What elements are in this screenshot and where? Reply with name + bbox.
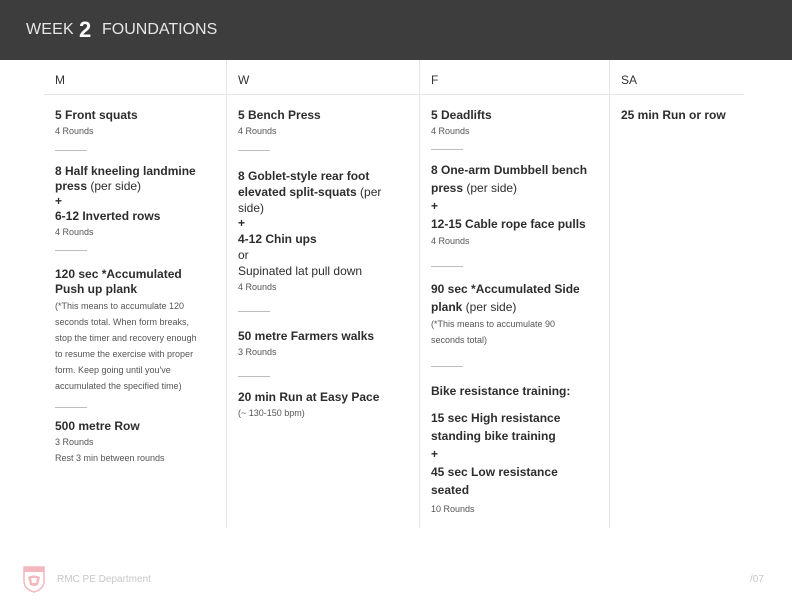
or-text: or: [238, 248, 249, 262]
wednesday-block-3: [238, 329, 374, 360]
note-line: (*This means to accumulate 120: [55, 301, 185, 311]
monday-block-4: [55, 419, 165, 466]
separator: [55, 150, 87, 151]
exercise: 8 One-arm Dumbbell bench: [431, 163, 588, 177]
separator: [238, 376, 270, 377]
plus-sign: +: [55, 194, 63, 208]
exercise-note: (per: [356, 185, 382, 199]
note-line: form. Keep going until you've: [55, 365, 171, 375]
note-line: accumulated the specified time): [55, 381, 182, 391]
separator: [431, 266, 463, 267]
separator: [55, 250, 87, 251]
rounds: 3 Rounds: [55, 437, 94, 447]
exercise: 90 sec *Accumulated Side: [431, 282, 580, 296]
page-number: /07: [750, 574, 764, 585]
note-line: seconds total): [431, 335, 488, 345]
week-number: 2: [79, 17, 92, 42]
rounds: 4 Rounds: [55, 227, 94, 237]
separator: [238, 150, 270, 151]
saturday-block-1: [621, 108, 726, 123]
rounds: 3 Rounds: [238, 347, 277, 357]
exercise-alternative: Supinated lat pull down: [238, 264, 363, 278]
exercise: 8 Half kneeling landmine: [55, 164, 196, 178]
exercise: elevated split-squats: [238, 185, 357, 199]
separator: [55, 407, 87, 408]
rounds: 4 Rounds: [431, 126, 470, 136]
column-divider: [226, 60, 227, 528]
heart-rate-note: (~ 130-150 bpm): [238, 408, 305, 418]
exercise: 4-12 Chin ups: [238, 232, 317, 246]
exercise: Push up plank: [55, 282, 138, 296]
page-header: [0, 0, 792, 60]
plus-sign: +: [431, 199, 439, 213]
plus-sign: +: [431, 447, 439, 461]
separator: [431, 149, 463, 150]
exercise: 20 min Run at Easy Pace: [238, 390, 380, 404]
exercise: 120 sec *Accumulated: [55, 267, 182, 281]
wednesday-block-1: [238, 108, 321, 139]
exercise: 5 Front squats: [55, 108, 138, 122]
separator: [238, 311, 270, 312]
exercise-note: (per side): [462, 300, 517, 314]
note-line: seconds total. When form breaks,: [55, 317, 190, 327]
exercise: 5 Deadlifts: [431, 108, 492, 122]
week-label: WEEK: [26, 21, 74, 38]
wednesday-block-2: [238, 169, 381, 295]
exercise: plank: [431, 300, 463, 314]
exercise: 50 metre Farmers walks: [238, 329, 375, 343]
monday-block-1: [55, 108, 138, 139]
separator: [431, 366, 463, 367]
rounds: 4 Rounds: [238, 282, 277, 292]
exercise: press: [431, 181, 464, 195]
exercise: standing bike training: [431, 429, 556, 443]
rounds: 4 Rounds: [238, 126, 277, 136]
wednesday-block-4: [238, 390, 379, 421]
rounds: 4 Rounds: [431, 236, 470, 246]
monday-block-2: [55, 164, 196, 240]
friday-block-2: [431, 161, 587, 249]
friday-block-1: [431, 108, 492, 139]
exercise: 5 Bench Press: [238, 108, 321, 122]
exercise: 500 metre Row: [55, 419, 140, 433]
day-label-m: M: [55, 73, 65, 87]
exercise: 25 min Run or row: [621, 108, 726, 122]
exercise: 45 sec Low resistance: [431, 465, 558, 479]
exercise-note: (per side): [87, 179, 142, 193]
friday-block-3: [431, 280, 580, 348]
page-title: FOUNDATIONS: [102, 21, 218, 38]
note-line: stop the timer and recovery enough: [55, 333, 197, 343]
exercise: 12-15 Cable rope face pulls: [431, 217, 586, 231]
note-line: to resume the exercise with proper: [55, 349, 194, 359]
day-label-f: F: [431, 73, 439, 87]
plus-sign: +: [238, 216, 246, 230]
exercise: 8 Goblet-style rear foot: [238, 169, 370, 183]
column-divider: [419, 60, 420, 528]
monday-block-3: [55, 267, 197, 394]
day-label-sa: SA: [621, 73, 638, 87]
rounds: 4 Rounds: [55, 126, 94, 136]
header-divider: [44, 94, 744, 95]
exercise: press: [55, 179, 88, 193]
day-label-w: W: [238, 73, 250, 87]
exercise-note: (per side): [463, 181, 518, 195]
exercise: 15 sec High resistance: [431, 411, 561, 425]
column-divider: [609, 60, 610, 528]
exercise: seated: [431, 483, 470, 497]
section-heading: Bike resistance training:: [431, 384, 571, 398]
exercise-note: side): [238, 201, 265, 215]
crest-logo-icon: [22, 565, 46, 593]
note-line: (*This means to accumulate 90: [431, 319, 556, 329]
exercise: 6-12 Inverted rows: [55, 209, 161, 223]
rest-note: Rest 3 min between rounds: [55, 453, 165, 463]
footer-department: RMC PE Department: [57, 574, 151, 585]
friday-block-4: [431, 384, 570, 517]
rounds: 10 Rounds: [431, 504, 475, 514]
